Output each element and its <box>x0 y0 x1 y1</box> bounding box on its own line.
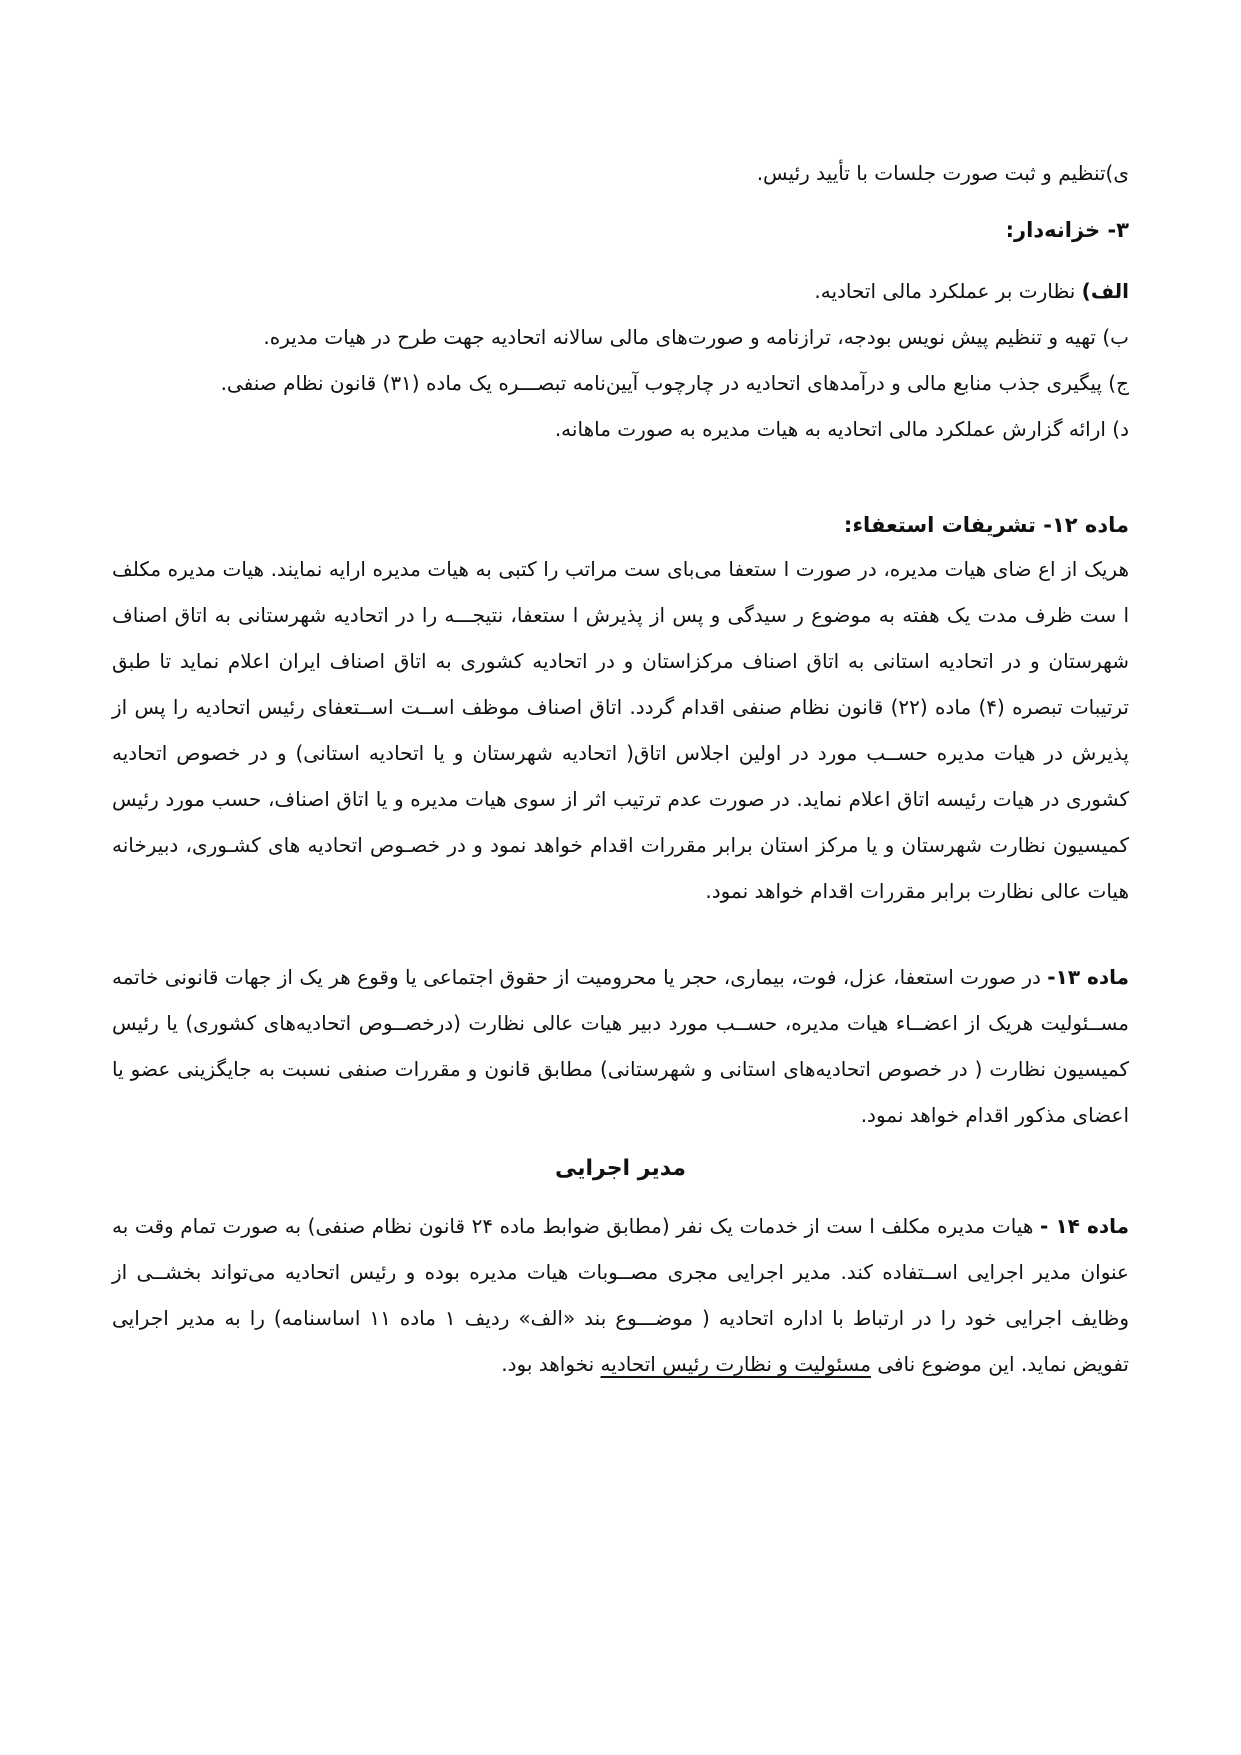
treasurer-heading: ۳- خزانه‌دار: <box>1005 218 1129 242</box>
duty-label: ب) <box>1102 325 1129 349</box>
duty-text: ارائه گزارش عملکرد مالی اتحادیه به هیات مدیره به صورت ماهانه. <box>554 417 1113 441</box>
article-13-paragraph <box>112 954 1129 1138</box>
article-13-label: ماده ۱۳- <box>1047 965 1129 989</box>
duty-text: نظارت بر عملکرد مالی اتحادیه. <box>814 279 1082 303</box>
article-13-body: در صورت استعفا، عزل، فوت، بیماری، حجر یا محرومیت از حقوق اجتماعی یا وقوع هر یک از جهات قانونی خاتمه مســئولیت هریک از اعضــاء هیات مدیره، حســب مورد دبیر هیات عالی نظارت (درخصــوص اتحادیه‌های کشوری) یا رئیس کمیسیون نظارت ( در خصوص اتحادیه‌های استانی و شهرستانی) مطابق قانون و مقررات صنفی نسبت به جایگزینی عضو یا اعضای مذکور اقدام خواهد نمود. <box>112 965 1129 1127</box>
article-12-body: هریک از اع ضای هیات مدیره، در صورت ا ستعفا می‌بای ست مراتب را کتبی به هیات مدیره ارایه نمایند. هیات مدیره مکلف ا ست ظرف مدت یک هفته به موضوع ر سیدگی و پس از پذیرش ا ستعفا، نتیجـــه را در اتحادیه شهرستانی به اتاق اصناف شهرستان و در اتحادیه استانی به اتاق اصناف مرکزاستان و در اتحادیه کشوری به اتاق اصناف ایران اعلام نماید تا طبق ترتیبات تبصره (۴) ماده (۲۲) قانون نظام صنفی اقدام گردد. اتاق اصناف موظف اســت اســتعفای رئیس اتحادیه را پس از پذیرش در هیات مدیره حســب مورد در اولین اجلاس اتاق( اتحادیه شهرستان و یا اتحادیه استانی) و در خصوص اتحادیه کشوری در هیات رئیسه اتاق اعلام نماید. در صورت عدم ترتیب اثر از سوی هیات مدیره و یا اتاق اصناف، حسب مورد رئیس کمیسیون نظارت شهرستان و یا مرکز استان برابر مقررات اقدام خواهد نمود و در خصـوص اتحادیه های کشـوری، دبیرخانه هیات عالی نظارت برابر مقررات اقدام خواهد نمود. <box>112 557 1129 903</box>
article-14-body: هیات مدیره مکلف ا ست از خدمات یک نفر (مطابق ضوابط ماده ۲۴ قانون نظام صنفی) به صورت تمام وقت به عنوان مدیر اجرایی اســتفاده کند. مدیر اجرایی مجری مصــوبات هیات مدیره بوده و رئیس اتحادیه می‌تواند بخشــی از وظایف اجرایی خود را در ارتباط با اداره اتحادیه ( موضـــوع بند «الف» ردیف ۱ ماده ۱۱ اساسنامه) را به مدیر اجرایی تفویض نماید. این موضوع نافی <box>112 1214 1129 1376</box>
clause-ye: ی)تنظیم و ثبت صورت جلسات با تأیید رئیس. <box>756 161 1129 185</box>
article-14-paragraph <box>112 1203 1129 1387</box>
duty-item <box>112 314 1129 360</box>
duty-item <box>112 360 1129 406</box>
duty-label: د) <box>1112 417 1129 441</box>
duty-text: پیگیری جذب منابع مالی و درآمدهای اتحادیه در چارچوب آیین‌نامه تبصـــره یک ماده (۳۱) قانون نظام صنفی. <box>220 371 1109 395</box>
executive-director-heading: مدیر اجرایی <box>554 1156 687 1181</box>
duty-text: تهیه و تنظیم پیش نویس بودجه، ترازنامه و صورت‌های مالی سالانه اتحادیه جهت طرح در هیات مدیره. <box>263 325 1103 349</box>
duty-label: ج) <box>1108 371 1129 395</box>
article-12-heading: ماده ۱۲- تشریفات استعفاء: <box>843 513 1129 537</box>
article-14-body-end: نخواهد بود. <box>501 1352 601 1376</box>
article-14-label: ماده ۱۴ - <box>1039 1214 1130 1238</box>
duty-item <box>112 406 1129 452</box>
duty-label: الف) <box>1081 279 1129 303</box>
article-14-underlined-text: مسئولیت و نظارت رئیس اتحادیه <box>600 1352 871 1376</box>
duty-item <box>112 268 1129 314</box>
treasurer-duties-list <box>112 268 1129 452</box>
